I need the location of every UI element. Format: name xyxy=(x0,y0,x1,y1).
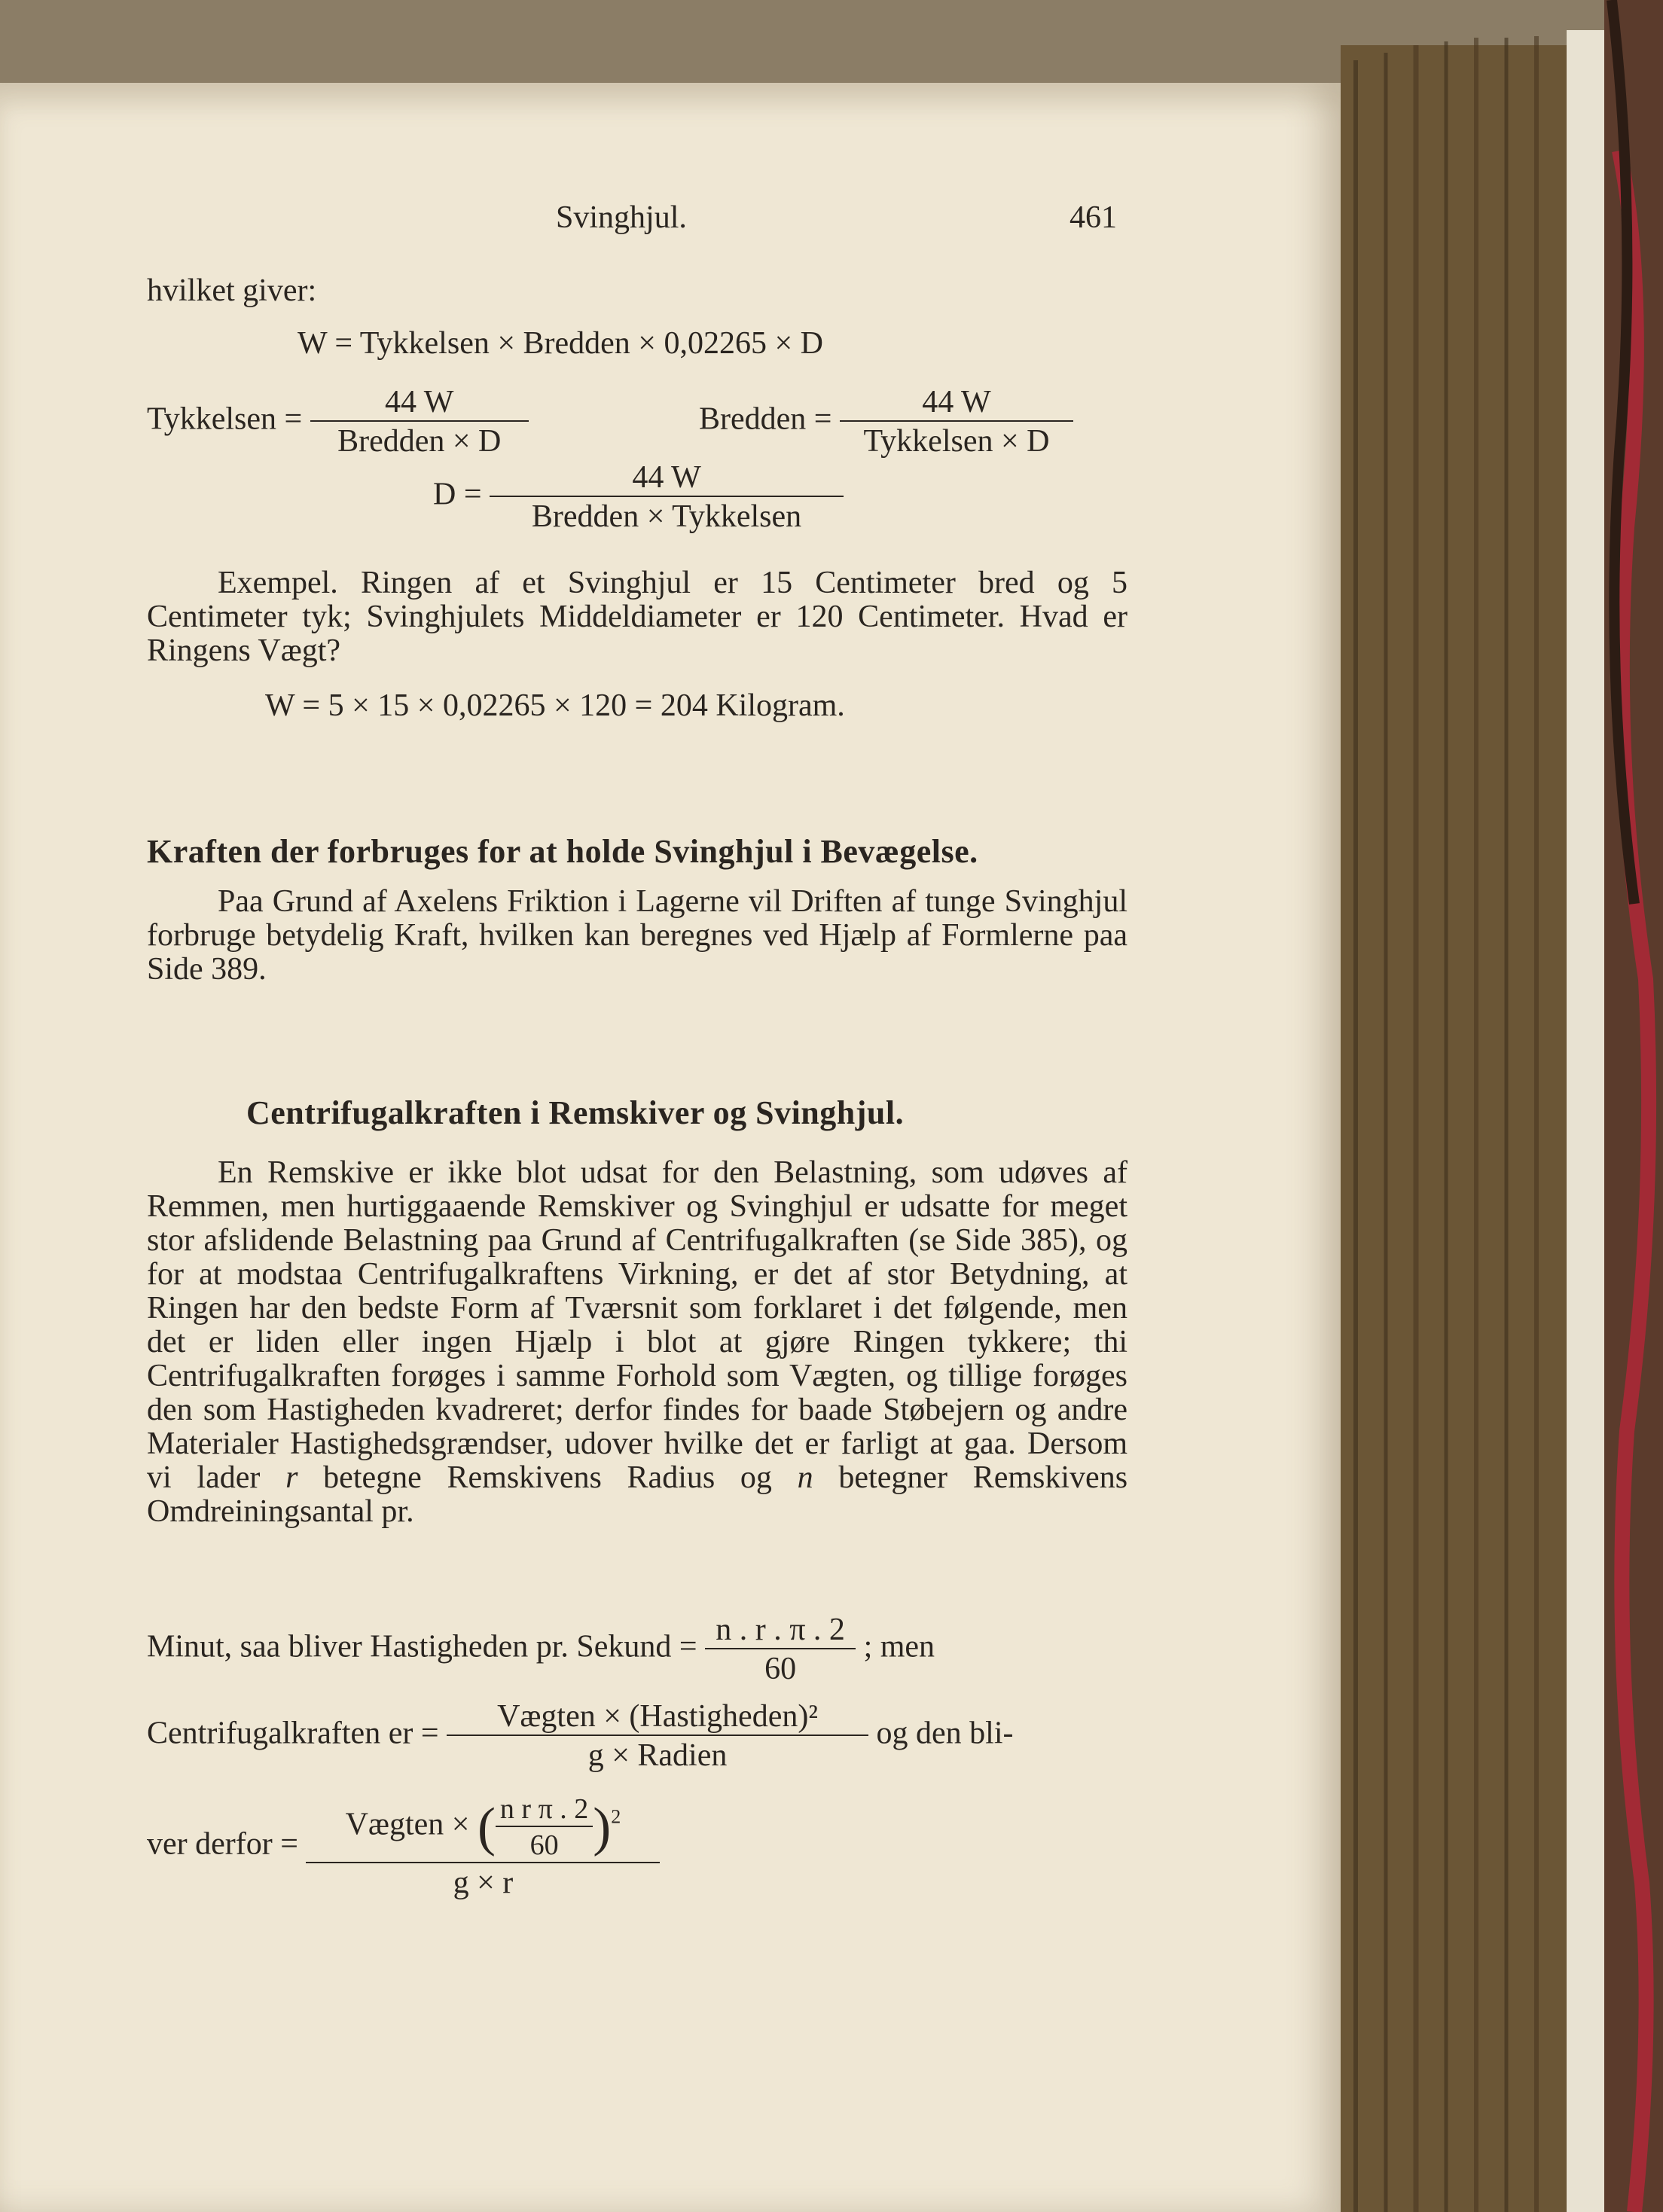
running-head xyxy=(0,200,1341,245)
inner-denominator: 60 xyxy=(496,1826,593,1862)
example-paragraph: Exempel. Ringen af et Svinghjul er 15 Centimeter bred og 5 Centimeter tyk; Svinghjulets Middeldiameter er 120 Centimeter. Hvad er Ringens Vægt? xyxy=(147,566,1127,668)
thickness-label: Tykkelsen = xyxy=(147,401,303,437)
width-formula xyxy=(699,384,1073,459)
diameter-formula xyxy=(433,459,844,535)
centrifugal-formula xyxy=(147,1698,1013,1774)
speed-numerator: n . r . π . 2 xyxy=(716,1612,845,1647)
thickness-fraction xyxy=(310,384,529,459)
thickness-denominator: Bredden × D xyxy=(310,420,529,459)
left-paren: ( xyxy=(477,1796,496,1857)
thickness-formula xyxy=(147,384,529,459)
width-denominator: Tykkelsen × D xyxy=(840,420,1073,459)
centrifugal-body-end: betegner Remskivens Omdreiningsantal pr. xyxy=(147,1460,1128,1529)
speed-formula xyxy=(147,1612,935,1687)
width-fraction xyxy=(840,384,1073,459)
final-denominator: g × r xyxy=(306,1862,660,1901)
centrifugal-denominator: g × Radien xyxy=(447,1735,868,1774)
speed-prefix: Minut, saa bliver Hastigheden pr. Sekund = xyxy=(147,1629,697,1664)
speed-denominator: 60 xyxy=(705,1648,856,1687)
example-result: W = 5 × 15 × 0,02265 × 120 = 204 Kilogram. xyxy=(265,688,845,723)
centrifugal-numerator: Vægten × (Hastigheden)² xyxy=(497,1699,818,1734)
speed-fraction xyxy=(705,1612,856,1687)
diameter-label: D = xyxy=(433,477,482,512)
inner-numerator: n r π . 2 xyxy=(499,1793,589,1825)
right-paren: ) xyxy=(593,1796,612,1857)
page-number: 461 xyxy=(1070,200,1117,235)
final-formula xyxy=(147,1792,660,1901)
speed-suffix: ; men xyxy=(863,1629,935,1664)
diameter-denominator: Bredden × Tykkelsen xyxy=(490,496,844,535)
weight-formula: W = Tykkelsen × Bredden × 0,02265 × D xyxy=(298,326,824,361)
width-label: Bredden = xyxy=(699,401,832,437)
final-numerator xyxy=(306,1792,660,1862)
section-heading-friction: Kraften der forbruges for at holde Svinghjul i Bevægelse. xyxy=(147,833,978,870)
centrifugal-prefix: Centrifugalkraften er = xyxy=(147,1716,439,1751)
diameter-fraction xyxy=(490,459,844,535)
width-numerator: 44 W xyxy=(922,385,991,420)
intro-text: hvilket giver: xyxy=(147,273,317,308)
thickness-numerator: 44 W xyxy=(385,385,454,420)
exponent: 2 xyxy=(611,1805,621,1828)
var-n: n xyxy=(797,1460,813,1495)
final-numerator-weight: Vægten × xyxy=(345,1807,470,1842)
var-r: r xyxy=(285,1460,298,1495)
page-title: Svinghjul. xyxy=(556,200,687,235)
inner-fraction xyxy=(496,1792,593,1862)
friction-paragraph: Paa Grund af Axelens Friktion i Lagerne vil Driften af tunge Svinghjul forbruge betydelig Kraft, hvilken kan beregnes ved Hjælp af Formlerne paa Side 389. xyxy=(147,884,1127,987)
centrifugal-suffix: og den bli- xyxy=(876,1716,1014,1751)
diameter-numerator: 44 W xyxy=(632,460,701,495)
final-prefix: ver derfor = xyxy=(147,1826,298,1862)
centrifugal-body-start: En Remskive er ikke blot udsat for den Belastning, som udøves af Remmen, men hurtiggaaende Remskiver og Svinghjul er udsatte for meget stor afslidende Belastning paa Grund af Centrifugalkraften (se Side 385), og for at modstaa Centrifugalkraftens Virkning, er det af stor Betydning, at Ringen har den bedste Form af Tværsnit som forklaret i det følgende, men det er liden eller ingen Hjælp i blot at gjøre Ringen tykkere; thi Centrifugalkraften forøges i samme Forhold som Vægten, og tillige forøges den som Hastigheden kvadreret; derfor findes for baade Støbejern og andre Materialer Hastighedsgrændser, udover hvilke det er farligt at gaa. Dersom vi lader xyxy=(147,1155,1127,1495)
section-heading-centrifugal: Centrifugalkraften i Remskiver og Svinghjul. xyxy=(246,1094,905,1131)
centrifugal-body-mid: betegne Remskivens Radius og xyxy=(323,1460,772,1495)
centrifugal-paragraph xyxy=(147,1156,1127,1529)
centrifugal-fraction xyxy=(447,1698,868,1774)
final-fraction xyxy=(306,1792,660,1901)
